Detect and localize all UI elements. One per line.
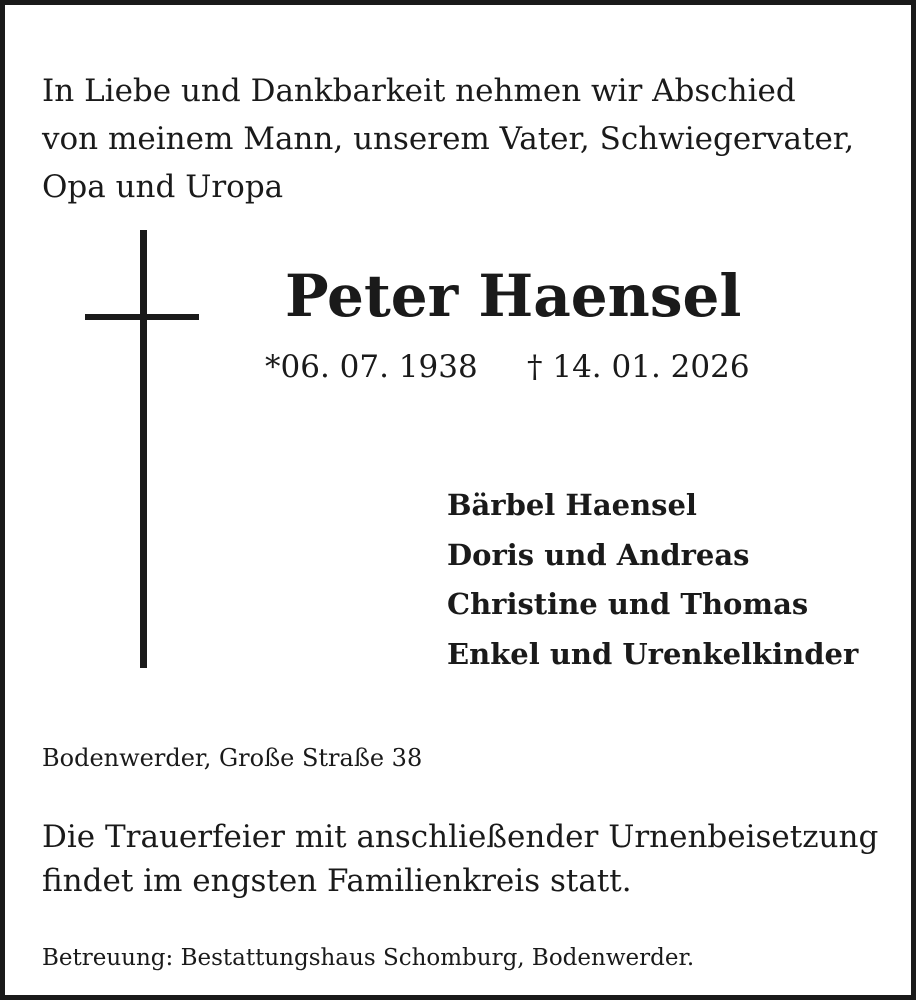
mourners-list — [447, 481, 858, 679]
cross-icon — [83, 230, 203, 670]
ceremony-line: Die Trauerfeier mit anschließender Urnenbeisetzung — [42, 819, 879, 855]
funeral-home-credit: Betreuung: Bestattungshaus Schomburg, Bodenwerder. — [42, 945, 695, 971]
mourner-name: Enkel und Urenkelkinder — [447, 636, 859, 671]
intro-line: In Liebe und Dankbarkeit nehmen wir Abschied — [42, 73, 796, 109]
ceremony-line: findet im engsten Familienkreis statt. — [42, 863, 632, 899]
cross-vertical-bar — [140, 230, 147, 668]
deceased-name: Peter Haensel — [285, 262, 742, 330]
intro-text — [42, 67, 902, 211]
intro-line: von meinem Mann, unserem Vater, Schwiegervater, — [42, 121, 855, 157]
birth-date: *06. 07. 1938 — [265, 349, 478, 385]
mourner-name: Christine und Thomas — [447, 587, 809, 621]
ceremony-text — [42, 815, 878, 903]
mourner-name: Doris und Andreas — [447, 537, 750, 572]
address: Bodenwerder, Große Straße 38 — [42, 744, 423, 772]
cross-horizontal-bar — [85, 314, 199, 320]
intro-line: Opa und Uropa — [42, 169, 284, 205]
death-date: † 14. 01. 2026 — [527, 349, 750, 385]
mourner-name: Bärbel Haensel — [447, 488, 697, 522]
